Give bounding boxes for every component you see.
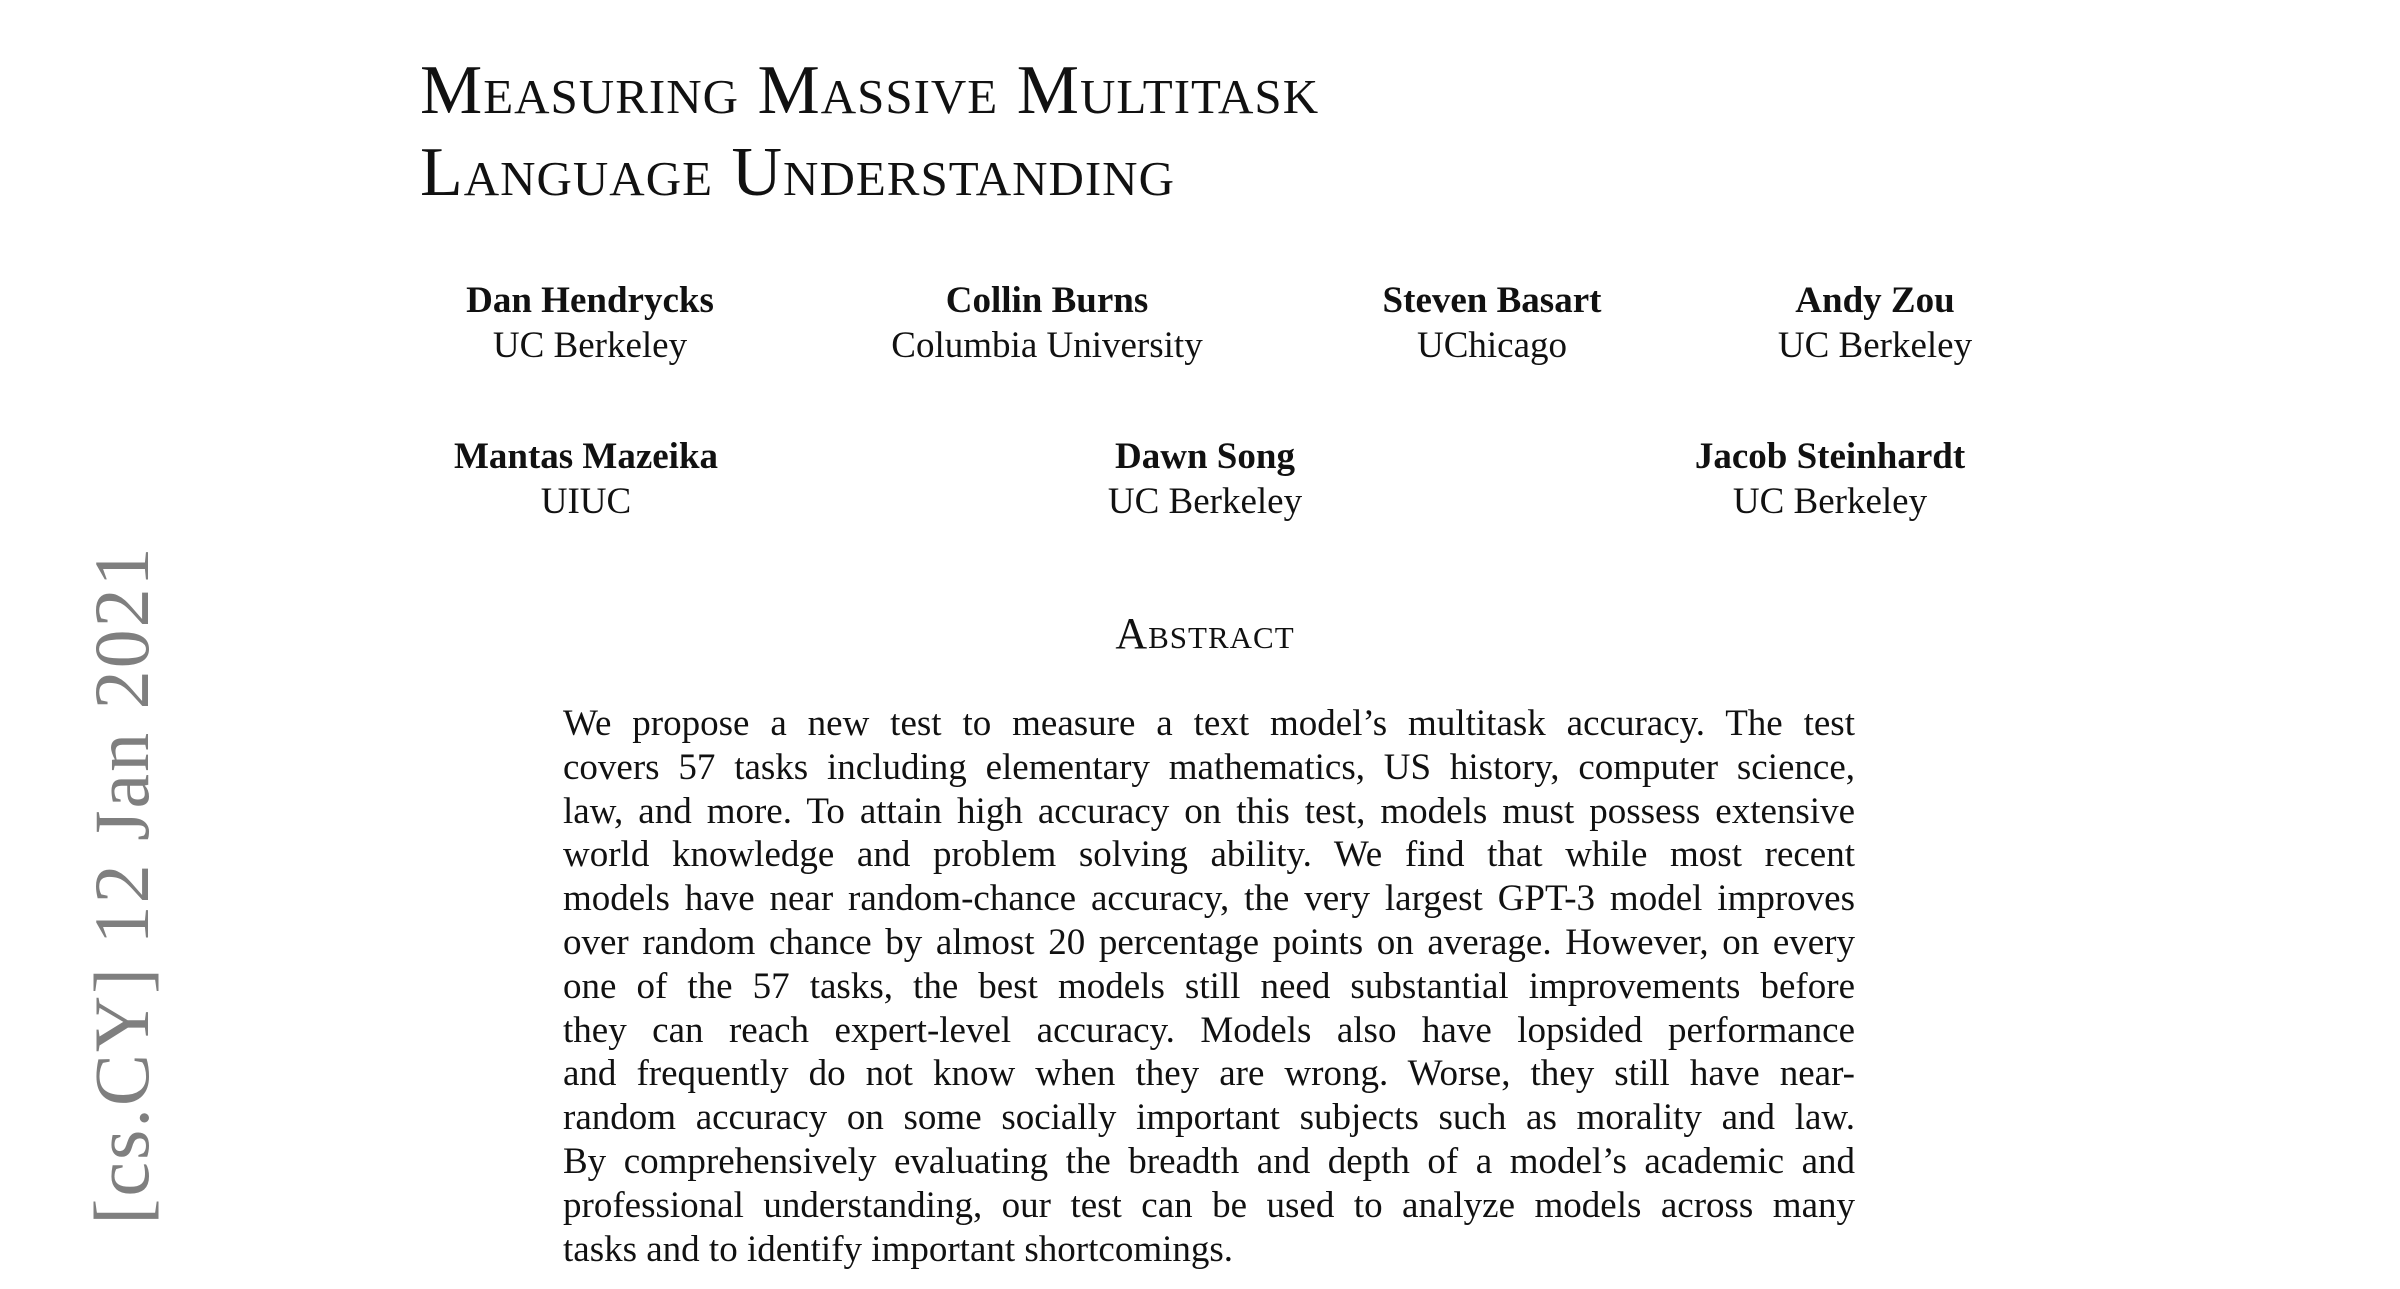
author-affiliation: UC Berkeley [1777, 325, 1973, 366]
abstract-line: models have near random-chance accuracy, the very largest GPT-3 model improves [563, 878, 1855, 920]
author-block [787, 278, 1307, 368]
abstract-line: tasks and to identify important shortcomings. [563, 1228, 1234, 1270]
author-affiliation: UC Berkeley [1732, 481, 1928, 522]
author-affiliation: UChicago [1416, 325, 1568, 366]
author-name: Andy Zou [1795, 280, 1955, 321]
author-block [1570, 434, 2090, 524]
author-affiliation: Columbia University [891, 325, 1203, 366]
abstract-line: By comprehensively evaluating the breadth and depth of a model’s academic and [563, 1140, 1855, 1182]
abstract-line: they can reach expert-level accuracy. Models also have lopsided performance [563, 1009, 1855, 1051]
abstract-line: world knowledge and problem solving ability. We find that while most recent [563, 834, 1855, 876]
author-affiliation: UC Berkeley [492, 325, 688, 366]
abstract-line: one of the 57 tasks, the best models still need substantial improvements before [563, 965, 1855, 1007]
abstract-line: law, and more. To attain high accuracy on this test, models must possess extensive [563, 790, 1855, 832]
author-block [326, 434, 846, 524]
abstract-line: over random chance by almost 20 percentage points on average. However, on every [563, 921, 1855, 963]
author-block [945, 434, 1465, 524]
abstract-line: professional understanding, our test can be used to analyze models across many [563, 1184, 1855, 1226]
author-block [1615, 278, 2135, 368]
author-name: Steven Basart [1382, 280, 1602, 321]
abstract-line: random accuracy on some socially important subjects such as morality and law. [563, 1097, 1855, 1139]
abstract-heading: Abstract [1115, 609, 1295, 658]
author-name: Mantas Mazeika [453, 436, 719, 477]
abstract-line: We propose a new test to measure a text model’s multitask accuracy. The test [563, 703, 1855, 744]
abstract-line: covers 57 tasks including elementary mathematics, US history, computer science, [563, 746, 1855, 788]
paper-title-line: Measuring Massive Multitask [420, 52, 1320, 129]
abstract-line: and frequently do not know when they are wrong. Worse, they still have near- [563, 1053, 1855, 1095]
author-affiliation: UIUC [540, 481, 632, 522]
abstract-body [563, 702, 1855, 1271]
paper-title-line: Language Understanding [420, 134, 1175, 211]
paper-title [420, 50, 1319, 214]
author-name: Dan Hendrycks [466, 280, 714, 321]
arxiv-side-stamp: [cs.CY] 12 Jan 2021 [78, 545, 165, 1225]
author-name: Dawn Song [1115, 436, 1295, 477]
author-block [330, 278, 850, 368]
author-name: Collin Burns [945, 280, 1149, 321]
author-name: Jacob Steinhardt [1694, 436, 1966, 477]
author-affiliation: UC Berkeley [1107, 481, 1303, 522]
